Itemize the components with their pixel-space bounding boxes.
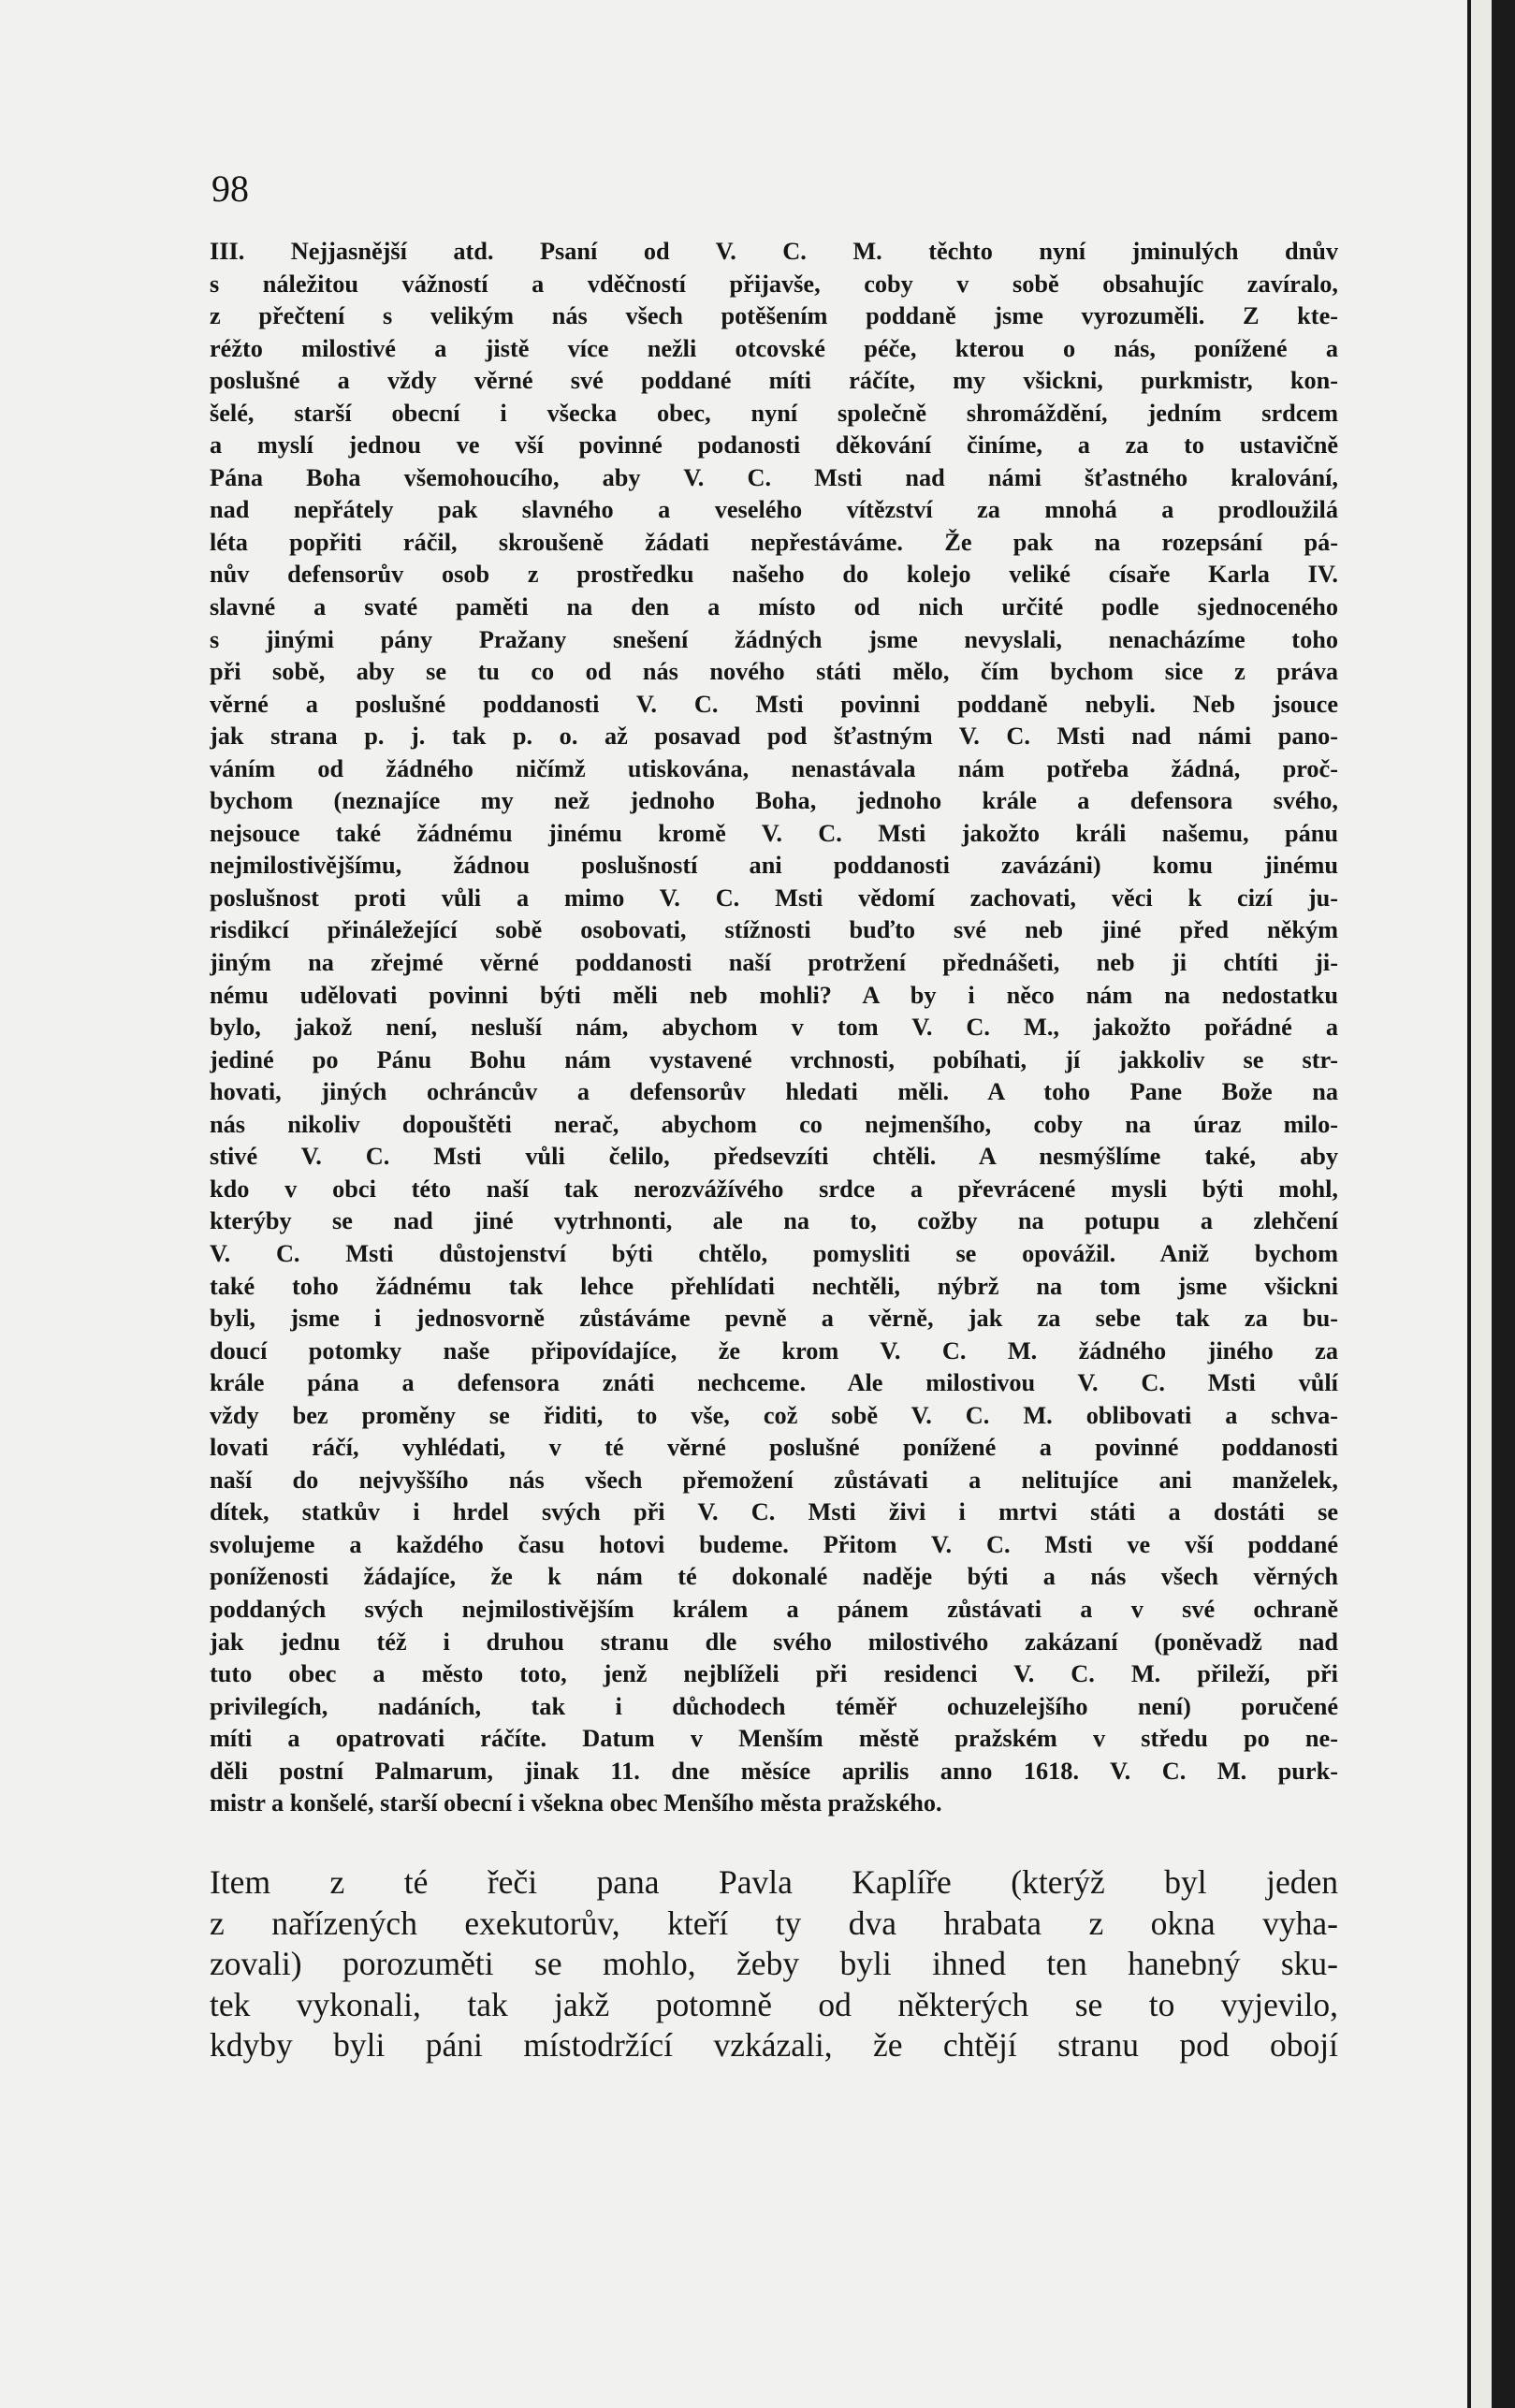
- letter-line: III. Nejjasnější atd. Psaní od V. C. M. těchto nyní jminulých dnův: [210, 238, 1338, 265]
- letter-line: byli, jsme i jednosvorně zůstáváme pevně a věrně, jak za sebe tak za bu-: [210, 1305, 1338, 1333]
- letter-line: svolujeme a každého času hotovi budeme. Přitom V. C. Msti ve vší poddané: [210, 1530, 1338, 1558]
- narrative-text: [210, 1862, 1338, 2066]
- narrative-line: z nařízených exekutorův, kteří ty dva hrabata z okna vyha-: [210, 1904, 1338, 1942]
- letter-line: nejmilostivějšímu, žádnou poslušností ani poddanosti zavázáni) komu jinému: [210, 852, 1338, 880]
- letter-line: réžto milostivé a jistě více nežli otcovské péče, kterou o nás, ponížené a: [210, 334, 1338, 362]
- letter-line: privilegích, nadáních, tak i důchodech téměř ochuzelejšího není) poručené: [210, 1692, 1338, 1720]
- narrative-line: zovali) porozuměti se mohlo, žeby byli ihned ten hanebný sku-: [210, 1945, 1338, 1983]
- page-number: 98: [211, 168, 249, 210]
- letter-line: jediné po Pánu Bohu nám vystavené vrchnosti, pobíhati, jí jakkoliv se str-: [210, 1045, 1338, 1073]
- narrative-line: Item z té řeči pana Pavla Kaplíře (kterýž byl jeden: [210, 1863, 1338, 1901]
- letter-line: V. C. Msti důstojenství býti chtělo, pomysliti se opovážil. Aniž bychom: [210, 1239, 1338, 1267]
- narrative-line: kdyby byli páni místodržící vzkázali, že chtějí stranu pod obojí: [210, 2026, 1338, 2065]
- letter-line: léta popřiti ráčil, skroušeně žádati nepřestáváme. Že pak na rozepsání pá-: [210, 528, 1338, 556]
- page-edge: [1471, 0, 1492, 2408]
- letter-line: bylo, jakož není, nesluší nám, abychom v tom V. C. M., jakožto pořádné a: [210, 1014, 1338, 1042]
- letter-line: z přečtení s velikým nás všech potěšením poddaně jsme vyrozuměli. Z kte-: [210, 302, 1338, 330]
- narrative-line: tek vykonali, tak jakž potomně od některých se to vyjevilo,: [210, 1985, 1338, 2023]
- letter-line: také toho žádnému tak lehce přehlídati nechtěli, nýbrž na tom jsme všickni: [210, 1272, 1338, 1300]
- letter-line: stivé V. C. Msti vůli čelilo, předsevzíti chtěli. A nesmýšlíme také, aby: [210, 1143, 1338, 1171]
- letter-line: nás nikoliv dopouštěti nerač, abychom co nejmenšího, coby na úraz milo-: [210, 1110, 1338, 1138]
- letter-line: nejsouce také žádnému jinému kromě V. C. Msti jakožto králi našemu, pánu: [210, 819, 1338, 847]
- letter-line: bychom (neznajíce my než jednoho Boha, jednoho krále a defensora svého,: [210, 787, 1338, 815]
- letter-line: dítek, statkův i hrdel svých při V. C. Msti živi i mrtvi státi a dostáti se: [210, 1498, 1338, 1526]
- letter-line: mistr a konšelé, starší obecní i všekna obec Menšího města pražského.: [210, 1789, 942, 1817]
- letter-line: slavné a svaté paměti na den a místo od nich určité podle sjednoceného: [210, 593, 1338, 621]
- letter-line: jiným na zřejmé věrné poddanosti naší protržení přednášeti, neb ji chtíti ji-: [210, 949, 1338, 977]
- letter-line: váním od žádného ničímž utiskována, nenastávala nám potřeba žádná, proč-: [210, 754, 1338, 782]
- letter-line: doucí potomky naše připovídajíce, že krom V. C. M. žádného jiného za: [210, 1336, 1338, 1365]
- letter-line: naší do nejvyššího nás všech přemožení zůstávati a nelitujíce ani manželek,: [210, 1466, 1338, 1494]
- letter-line: míti a opatrovati ráčíte. Datum v Menším městě pražském v středu po ne-: [210, 1725, 1338, 1753]
- letter-line: s náležitou vážností a vděčností přijavše, coby v sobě obsahujíc zavíralo,: [210, 270, 1338, 298]
- letter-line: vždy bez proměny se řiditi, to vše, což sobě V. C. M. oblibovati a schva-: [210, 1401, 1338, 1429]
- letter-line: nad nepřátely pak slavného a veselého vítězství za mnohá a prodloužilá: [210, 496, 1338, 524]
- letter-line: s jinými pány Pražany snešení žádných jsme nevyslali, nenacházíme toho: [210, 625, 1338, 653]
- letter-line: poslušné a vždy věrné své poddané míti ráčíte, my všickni, purkmistr, kon-: [210, 367, 1338, 395]
- letter-line: při sobě, aby se tu co od nás nového státi mělo, čím bychom sice z práva: [210, 658, 1338, 686]
- letter-line: krále pána a defensora znáti nechceme. Ale milostivou V. C. Msti vůlí: [210, 1369, 1338, 1397]
- letter-line: kdo v obci této naší tak nerozvážívého srdce a převrácené mysli býti mohl,: [210, 1175, 1338, 1203]
- letter-line: a myslí jednou ve vší povinné podanosti děkování činíme, a za to ustavičně: [210, 431, 1338, 460]
- letter-line: nému udělovati povinni býti měli neb mohli? A by i něco nám na nedostatku: [210, 981, 1338, 1009]
- letter-line: hovati, jiných ochráncův a defensorův hledati měli. A toho Pane Bože na: [210, 1078, 1338, 1106]
- letter-line: tuto obec a město toto, jenž nejblíželi při residenci V. C. M. přileží, při: [210, 1660, 1338, 1688]
- letter-line: poddaných svých nejmilostivějším králem a pánem zůstávati a v své ochraně: [210, 1595, 1338, 1623]
- letter-line: děli postní Palmarum, jinak 11. dne měsíce aprilis anno 1618. V. C. M. purk-: [210, 1757, 1338, 1785]
- letter-line: kterýby se nad jiné vytrhnonti, ale na to, cožby na potupu a zlehčení: [210, 1207, 1338, 1235]
- letter-line: lovati ráčí, vyhlédati, v té věrné poslušné ponížené a povinné poddanosti: [210, 1434, 1338, 1462]
- letter-line: šelé, starší obecní i všecka obec, nyní společně shromáždění, jedním srdcem: [210, 399, 1338, 427]
- letter-line: věrné a poslušné poddanosti V. C. Msti povinni poddaně nebyli. Neb jsouce: [210, 690, 1338, 718]
- letter-text: [210, 236, 1338, 1820]
- letter-line: risdikcí přináležející sobě osobovati, stížnosti buďto své neb jiné před někým: [210, 916, 1338, 944]
- letter-line: jak strana p. j. tak p. o. až posavad pod šťastným V. C. Msti nad námi pano-: [210, 722, 1338, 751]
- letter-line: nův defensorův osob z prostředku našeho do kolejo veliké císaře Karla IV.: [210, 561, 1338, 589]
- letter-line: poslušnost proti vůli a mimo V. C. Msti vědomí zachovati, věci k cizí ju-: [210, 883, 1338, 912]
- letter-line: jak jednu též i druhou stranu dle svého milostivého zakázaní (poněvadž nad: [210, 1627, 1338, 1656]
- letter-line: Pána Boha všemohoucího, aby V. C. Msti nad námi šťastného kralování,: [210, 463, 1338, 491]
- letter-line: poníženosti žádajíce, že k nám té dokonalé naděje býti a nás všech věrných: [210, 1563, 1338, 1591]
